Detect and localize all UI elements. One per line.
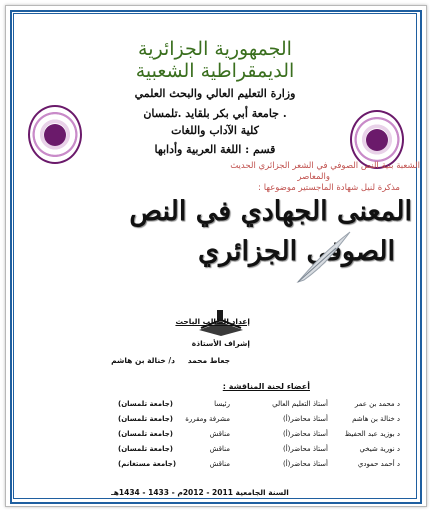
member-university: (جامعة مستغانم) [118,460,177,468]
member-role: مشرفة ومقررة [185,415,230,423]
member-university: (جامعة تلمسان) [118,400,173,408]
ministry-name: وزارة التعليم العالي والبحث العلمي [134,87,296,100]
member-name: د محمد بن عمر [354,400,400,408]
member-name: د نورية شيخي [359,445,400,453]
branch-line-3: مذكرة لنيل شهادة الماجستير موضوعها : [258,183,400,193]
member-title: أستاذ محاضر(أ) [282,460,328,468]
member-university: (جامعة تلمسان) [118,430,173,438]
supervisor-name: د/ خنالة بن هاشم [111,356,175,365]
member-university: (جامعة تلمسان) [118,415,173,423]
member-title: أستاذ محاضر(أ) [282,415,328,423]
member-university: (جامعة تلمسان) [118,445,173,453]
student-name: جعاط محمد [187,356,230,365]
department-name: قسم : اللغة العربية وأدابها [154,143,276,156]
member-title: أستاذ محاضر(أ) [282,445,328,453]
member-role: مناقش [209,460,230,468]
thesis-title-line-2: الصوفي الجزائري [197,236,395,267]
member-name: د أحمد حمودي [357,460,400,468]
member-title: أستاذ التعليم العالي [272,400,328,408]
university-name: جامعة أبي بكر بلقايد .تلمسان . [143,107,287,120]
branch-line-1: الشعبة بنية النص الصوفي في الشعر الجزائري الحديث [230,161,420,171]
prepared-label: إعداد الطالب الباحث [175,317,250,326]
supervision-label: إشراف الأستاذة [191,339,250,348]
committee-list [118,400,400,480]
member-name: د خنالة بن هاشم [352,415,400,423]
member-title: أستاذ محاضر(أ) [282,430,328,438]
member-name: د بوزيد عبد الحفيظ [344,430,400,438]
academic-year: السنة الجامعية 2011 - 2012م - 1433 - 1434هـ [111,488,289,497]
member-role: رئيسا [214,400,230,408]
republic-line-2: الديمقراطية الشعبية [135,60,295,82]
university-seal-left [28,105,82,164]
committee-heading: أعضاء لجنة المناقشة : [222,382,310,391]
republic-line-1: الجمهورية الجزائرية [138,38,292,60]
thesis-title-line-1: المعنى الجهادي في النص [129,196,412,227]
member-role: مناقش [209,445,230,453]
member-role: مناقش [209,430,230,438]
quill-icon [292,228,354,286]
branch-line-2: والمعاصر [297,172,330,182]
faculty-name: كلية الآداب واللغات [171,124,259,137]
